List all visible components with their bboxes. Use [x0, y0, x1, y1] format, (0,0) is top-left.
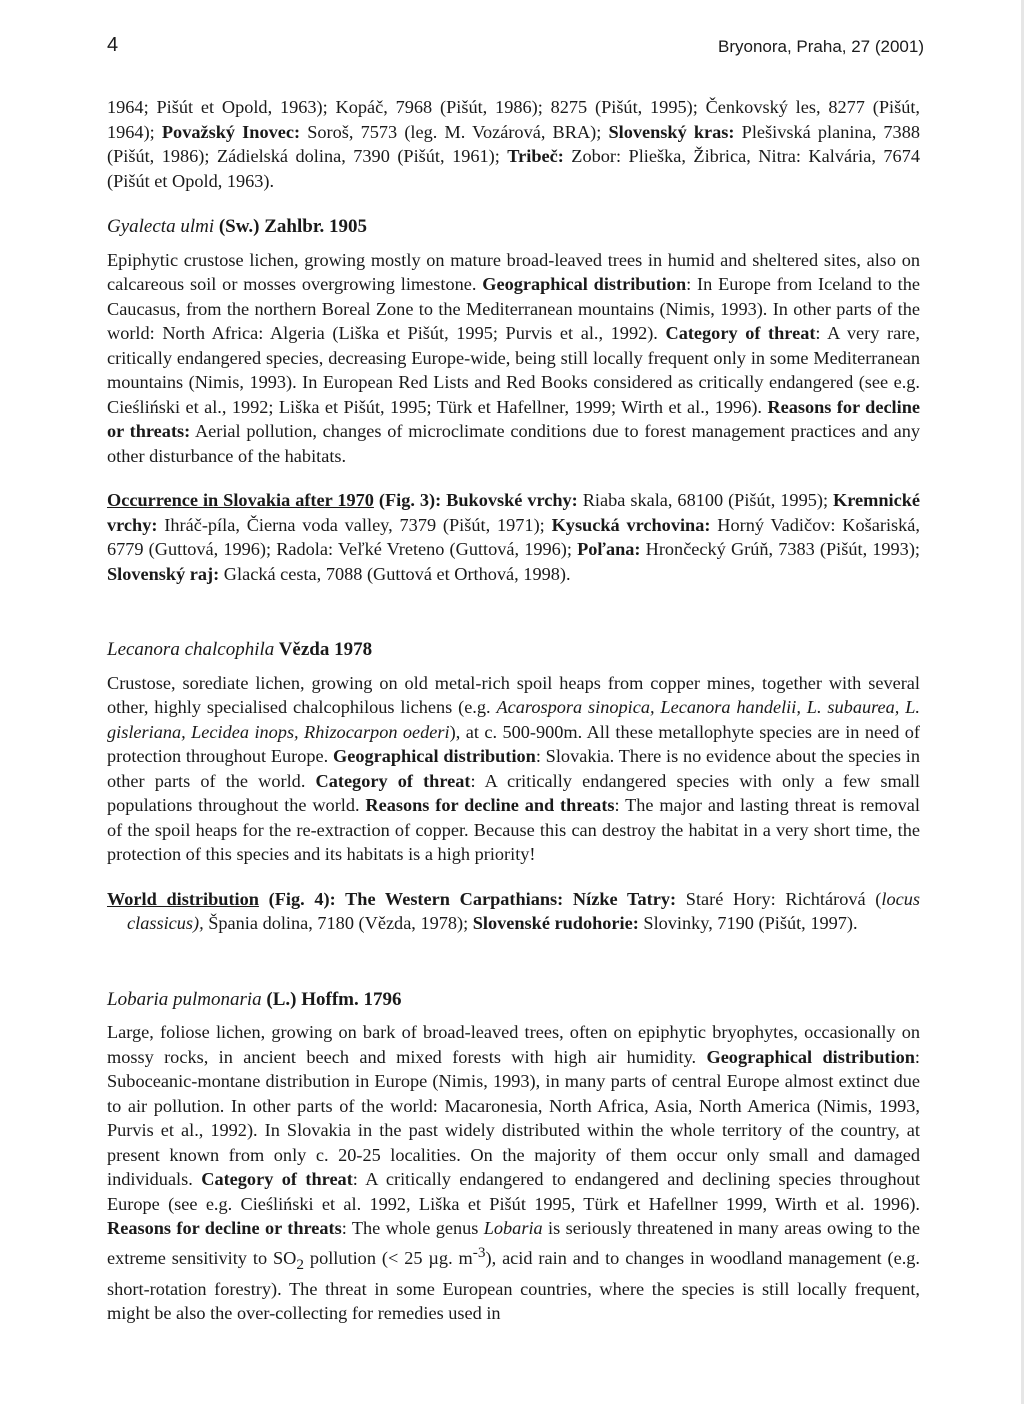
species-heading-lobaria — [107, 988, 920, 1013]
geo-label: Geographical distribution — [482, 274, 687, 294]
region-name: Slovenský raj: — [107, 563, 220, 584]
desc-text: : A critically endangered to endangered and declining species throughout Europe (see e.g. Cieśliński et al. 1992, Liška et Pišút 1995, Türk et Hafellner 1999, Wirth et al. 1996). — [107, 1169, 920, 1214]
reasons-label: Reasons for decline or threats: — [107, 396, 920, 441]
figure-ref: (Fig. 4): The Western Carpathians: Nízke Tatry: — [258, 888, 677, 909]
locality-text: Hrončecký Grúň, 7383 (Pišút, 1993); — [640, 539, 920, 559]
desc-text: is seriously threatened in many areas owing to the extreme sensitivity to SO — [107, 1218, 920, 1268]
intro-paragraph — [107, 95, 920, 193]
region-name: Bukovské vrchy: — [441, 490, 578, 510]
desc-text: Aerial pollution, changes of microclimate conditions due to forest management practices and any other disturbance of the habitats. — [107, 421, 920, 466]
occurrence-label: Occurrence in Slovakia after 1970 — [107, 490, 374, 510]
region-name: Kysucká vrchovina: — [551, 514, 711, 535]
locality-text: Horný Vadičov: Košariská, 6779 (Guttová, 1996); Radola: Veľké Vreteno (Guttová, 1996); — [107, 514, 920, 559]
spacer — [107, 867, 920, 887]
gyalecta-occurrence — [107, 488, 920, 586]
intro-region-2: Slovenský kras: — [608, 121, 735, 142]
region-name: Poľana: — [577, 539, 641, 559]
locality-text: Ihráč-píla, Čierna voda valley, 7379 (Pišút, 1971); — [157, 514, 552, 535]
category-label: Category of threat — [665, 323, 816, 343]
desc-text: Large, foliose lichen, growing on bark of broad-leaved trees, often on epiphytic bryophytes, occasionally on mossy rocks, in ancient beech and mixed forests with high air humidity. — [107, 1022, 920, 1067]
locality-text: Glacká cesta, 7088 (Guttová et Orthová, 1998). — [219, 563, 571, 584]
category-label: Category of threat — [315, 770, 471, 791]
category-label: Category of threat — [201, 1169, 353, 1189]
intro-region-1: Považský Inovec: — [161, 121, 301, 142]
desc-text: : A critically endangered species with only a few small populations throughout the world. — [107, 770, 920, 815]
locus-classicus: locus classicus), — [127, 888, 920, 933]
desc-text: pollution (< 25 µg. m — [304, 1247, 473, 1268]
intro-region-3: Tribeč: — [507, 146, 564, 166]
reasons-label: Reasons for decline and threats — [365, 795, 615, 815]
species-heading-lecanora — [107, 638, 920, 663]
spacer — [107, 936, 920, 966]
reasons-label: Reasons for decline or threats — [107, 1218, 342, 1238]
geo-label: Geographical distribution — [333, 746, 536, 766]
lecanora-world-distribution — [107, 887, 920, 936]
locality-text: Slovinky, 7190 (Pišút, 1997). — [638, 913, 858, 933]
species-authority: (L.) Hoffm. 1796 — [261, 988, 402, 1010]
intro-text-1: 1964; Pišút et Opold, 1963); Kopáč, 7968 (Pišút, 1986); 8275 (Pišút, 1995); Čenkovský les, 8277 (Pišút, 1964); — [107, 97, 920, 142]
superscript: -3 — [472, 1243, 486, 1261]
desc-text: ), acid rain and to changes in woodland management (e.g. short-rotation forestry). The threat in some European countries, where the species is still locally frequent, might be also the over-collecting for remedies used in — [107, 1247, 920, 1324]
spacer — [107, 586, 920, 616]
gyalecta-description — [107, 248, 920, 469]
journal-header: Bryonora, Praha, 27 (2001) — [717, 37, 924, 56]
text-column — [107, 95, 920, 1326]
genus-name: Lobaria — [483, 1218, 543, 1238]
intro-text-2: Soroš, 7573 (leg. M. Vozárová, BRA); — [300, 121, 609, 142]
desc-text: : In Europe from Iceland to the Caucasus, from the northern Boreal Zone to the Mediterranean mountains (Nimis, 1993). In other parts of the world: North Africa: Algeria (Liška et Pišút, 1995; Purvis et al., 1992). — [107, 274, 921, 343]
desc-text: Crustose, sorediate lichen, growing on old metal-rich spoil heaps from copper mines, together with several other, highly specialised chalcophilous lichens (e.g. — [107, 672, 920, 717]
locality-text: Staré Hory: Richtárová ( — [676, 888, 882, 909]
species-name: Lecanora chalcophila — [107, 639, 275, 660]
spacer — [107, 468, 920, 488]
species-name: Gyalecta ulmi — [107, 216, 215, 237]
geo-label: Geographical distribution — [706, 1046, 915, 1067]
species-name: Lobaria pulmonaria — [107, 988, 262, 1010]
region-name: Slovenské rudohorie: — [472, 913, 639, 933]
locality-text: Riaba skala, 68100 (Pišút, 1995); — [577, 490, 833, 510]
species-heading-gyalecta — [107, 215, 920, 240]
lobaria-description — [107, 1020, 920, 1326]
world-distribution-label: World distribution — [107, 888, 259, 909]
desc-text: : The whole genus — [341, 1218, 484, 1238]
species-authority: (Sw.) Zahlbr. 1905 — [214, 216, 368, 237]
region-name: Kremnické vrchy: — [107, 490, 920, 535]
intro-text-4: Zobor: Plieška, Žibrica, Nitra: Kalvária, 7674 (Pišút et Opold, 1963). — [107, 146, 920, 191]
lecanora-description — [107, 671, 920, 867]
locality-text: Špania dolina, 7180 (Vězda, 1978); — [203, 913, 473, 933]
intro-text-3: Plešivská planina, 7388 (Pišút, 1986); Zádielská dolina, 7390 (Pišút, 1961); — [107, 121, 920, 166]
species-list: Acarospora sinopica, Lecanora handelii, L. subaurea, L. gisleriana, Lecidea inops, Rhizocarpon oederi — [107, 697, 920, 742]
desc-text: Epiphytic crustose lichen, growing mostly on mature broad-leaved trees in humid and sheltered sites, also on calcareous soil or mosses overgrowing limestone. — [107, 249, 920, 294]
species-authority: Vězda 1978 — [274, 639, 373, 660]
figure-ref: (Fig. 3): — [373, 490, 442, 510]
subscript: 2 — [296, 1255, 305, 1273]
desc-text: : Suboceanic-montane distribution in Europe (Nimis, 1993), in many parts of central Europe almost extinct due to air pollution. In other parts of the world: Macaronesia, North Africa, Asia, North America (Nimis, 1993, Purvis et al., 1992). In Slovakia in the past widely distributed within the whole territory of the country, at present known from only c. 20-25 localities. On the majority of them occur only small and damaged individuals. — [107, 1046, 920, 1189]
page-number: 4 — [107, 34, 119, 56]
desc-text: : A very rare, critically endangered species, decreasing Europe-wide, being still locally frequent only in some Mediterranean mountains (Nimis, 1993). In European Red Lists and Red Books considered as critically endangered (see e.g. Cieśliński et al., 1992; Liška et Pišút, 1995; Türk et Hafellner, 1999; Wirth et al., 1996). — [107, 323, 920, 417]
desc-text: : Slovakia. There is no evidence about the species in other parts of the world. — [107, 746, 921, 791]
desc-text: ), at c. 500-900m. All these metallophyte species are in need of protection throughout Europe. — [107, 721, 921, 766]
desc-text: : The major and lasting threat is removal of the spoil heaps for the re-extraction of copper. Because this can destroy the habitat in a very short time, the protection of this species and its habitats is a high priority! — [107, 795, 920, 864]
